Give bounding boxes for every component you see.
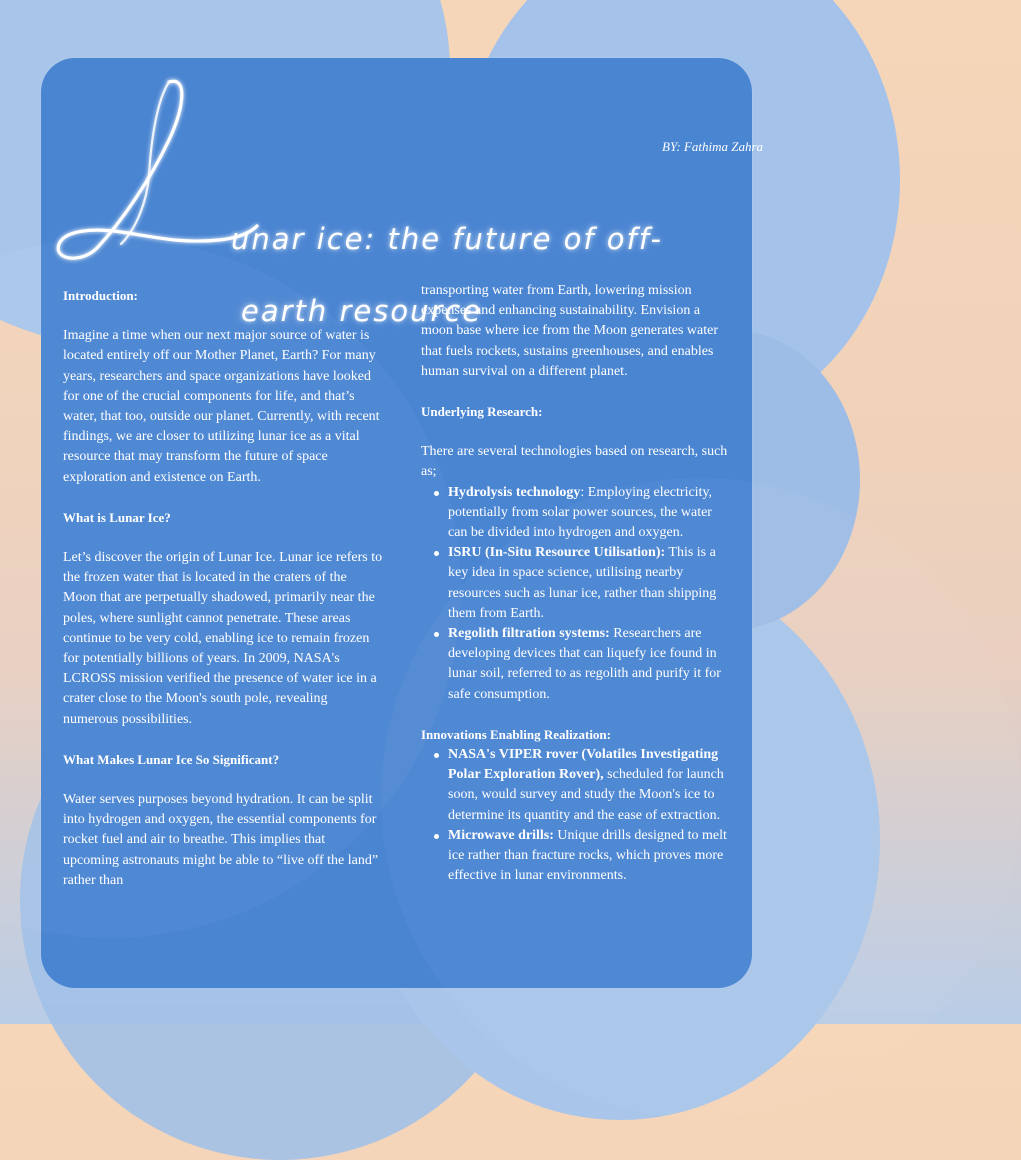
list-item — [421, 745, 733, 826]
list-item-term: Microwave drills: — [448, 827, 554, 843]
list-item — [421, 826, 733, 887]
list-item-text: Unique drills designed to melt ice rather than fracture rocks, which proves more effective in lunar environments. — [448, 827, 727, 884]
list-item — [421, 483, 733, 544]
significance-paragraph: Water serves purposes beyond hydration. It can be split into hydrogen and oxygen, the essential components for rocket fuel and air to breathe. This implies that upcoming astronauts might be able to “live off the land” rather than — [63, 792, 379, 888]
list-item-term: NASA's VIPER rover (Volatiles Investigating Polar Exploration Rover), — [448, 747, 719, 783]
list-item-term: ISRU (In-Situ Resource Utilisation): — [448, 545, 666, 561]
list-item-term: Regolith filtration systems: — [448, 626, 610, 642]
significance-heading: What Makes Lunar Ice So Significant? — [63, 751, 280, 767]
right-column — [421, 281, 733, 886]
underlying-research-heading: Underlying Research: — [421, 404, 543, 420]
introduction-heading: Introduction: — [63, 288, 138, 303]
byline: BY: Fathima Zahra — [662, 139, 763, 154]
research-intro: There are several technologies based on research, such as; — [421, 444, 728, 480]
title-line-2: earth resource — [241, 294, 483, 328]
continued-paragraph: transporting water from Earth, lowering mission expenses and enhancing sustainability. Envision a moon base where ice from the Moon generates water that fuels rockets, sustains greenhouses, and enables human survival on a different planet. — [421, 283, 718, 379]
innovations-list — [421, 745, 733, 886]
innovations-heading: Innovations Enabling Realization: — [421, 726, 611, 742]
list-item-text: scheduled for launch soon, would survey and study the Moon's ice to determine its quantity and the ease of extraction. — [448, 767, 724, 823]
left-column — [63, 286, 383, 891]
list-item-text: This is a key idea in space science, utilising nearby resources such as lunar ice, rather than shipping them from Earth. — [448, 545, 717, 621]
list-item-text: Researchers are developing devices that can liquefy ice found in lunar soil, referred to as regolith and purify it for safe consumption. — [448, 626, 721, 702]
title-line-1: unar ice: the future of off- — [231, 222, 663, 256]
what-is-lunar-ice-heading: What is Lunar Ice? — [63, 509, 171, 525]
list-item-term: Hydrolysis technology — [448, 484, 581, 500]
introduction-paragraph: Imagine a time when our next major source of water is located entirely off our Mother Planet, Earth? For many years, researchers and space organizations have looked for one of the crucial components for life, and that’s water, that too, outside our planet. Currently, with recent findings, we are closer to utilizing lunar ice as a vital resource that may transform the future of space exploration and existence on Earth. — [63, 328, 380, 485]
list-item-text: : Employing electricity, potentially from solar power sources, the water can be divided into hydrogen and oxygen. — [448, 484, 713, 541]
list-item — [421, 624, 733, 705]
research-list — [421, 483, 733, 705]
list-item — [421, 543, 733, 624]
what-is-lunar-ice-paragraph: Let’s discover the origin of Lunar Ice. Lunar ice refers to the frozen water that is located in the craters of the Moon that are perpetually shadowed, primarily near the poles, where sunlight cannot penetrate. These areas continue to be very cold, enabling ice to remain frozen for potentially billions of years. In 2009, NASA's LCROSS mission verified the presence of water ice in a crater close to the Moon's south pole, revealing numerous possibilities. — [63, 550, 383, 727]
